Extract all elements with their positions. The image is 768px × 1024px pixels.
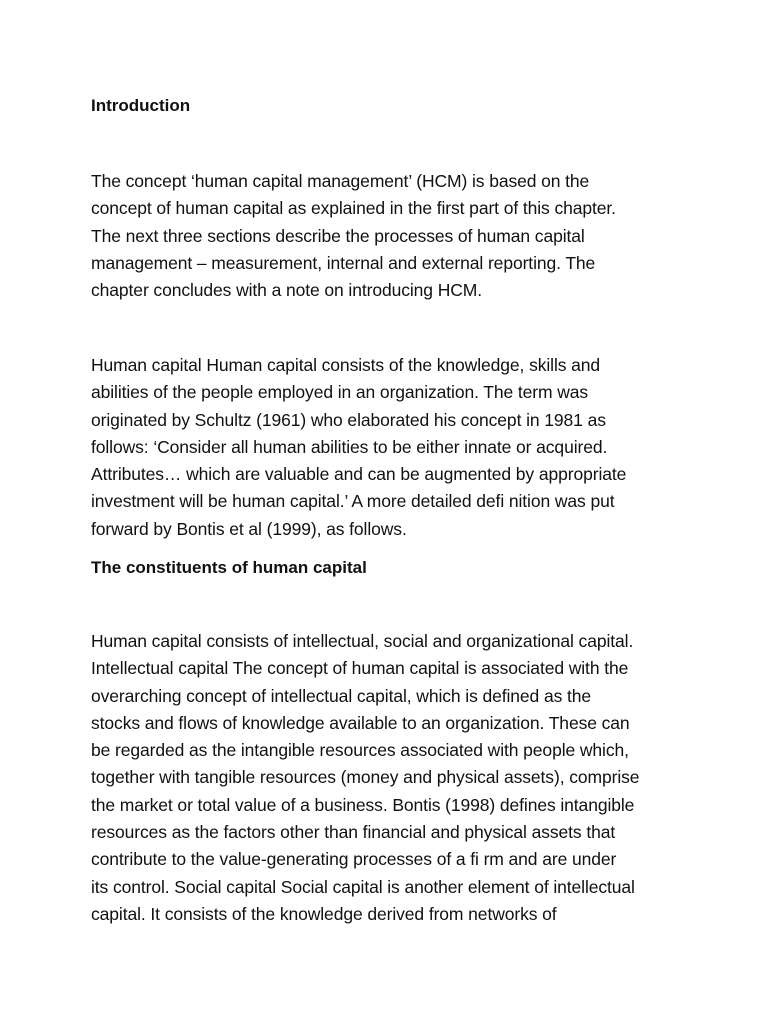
text-line: follows: ‘Consider all human abilities to be either innate or acquired. (91, 436, 608, 457)
text-line: Human capital Human capital consists of the knowledge, skills and (91, 355, 601, 375)
text-line: The concept ‘human capital management’ (HCM) is based on the (91, 171, 590, 191)
text-line: resources as the factors other than financial and physical assets that (91, 822, 616, 843)
text-line: The next three sections describe the processes of human capital (91, 225, 585, 246)
text-line: Intellectual capital The concept of human capital is associated with the (91, 658, 629, 679)
text-line: capital. It consists of the knowledge derived from networks of (91, 903, 557, 924)
text-line: concept of human capital as explained in the first part of this chapter. (91, 198, 616, 219)
text-line: contribute to the value-generating processes of a fi rm and are under (91, 849, 617, 870)
text-line: forward by Bontis et al (1999), as follows. (91, 518, 407, 539)
text-line: the market or total value of a business. Bontis (1998) defines intangible (91, 794, 635, 815)
text-line: Attributes… which are valuable and can be augmented by appropriate (91, 464, 627, 485)
text-line: its control. Social capital Social capital is another element of intellectual (91, 876, 635, 897)
text-line: stocks and flows of knowledge available to an organization. These can (91, 712, 630, 733)
text-line: abilities of the people employed in an organization. The term was (91, 382, 589, 403)
text-line: be regarded as the intangible resources associated with people which, (91, 740, 629, 761)
text-line: overarching concept of intellectual capital, which is defined as the (91, 685, 592, 706)
text-line: investment will be human capital.’ A more detailed defi nition was put (91, 491, 615, 512)
paragraph-introduction (91, 168, 691, 304)
heading-constituents: The constituents of human capital (91, 558, 367, 577)
text-line: originated by Schultz (1961) who elaborated his concept in 1981 as (91, 409, 606, 430)
paragraph-human-capital (91, 352, 691, 543)
text-line: chapter concludes with a note on introducing HCM. (91, 280, 483, 301)
text-line: together with tangible resources (money and physical assets), comprise (91, 767, 640, 788)
heading-introduction: Introduction (91, 96, 191, 115)
text-line: management – measurement, internal and external reporting. The (91, 252, 596, 273)
paragraph-constituents (91, 628, 691, 928)
text-line: Human capital consists of intellectual, social and organizational capital. (91, 631, 634, 651)
